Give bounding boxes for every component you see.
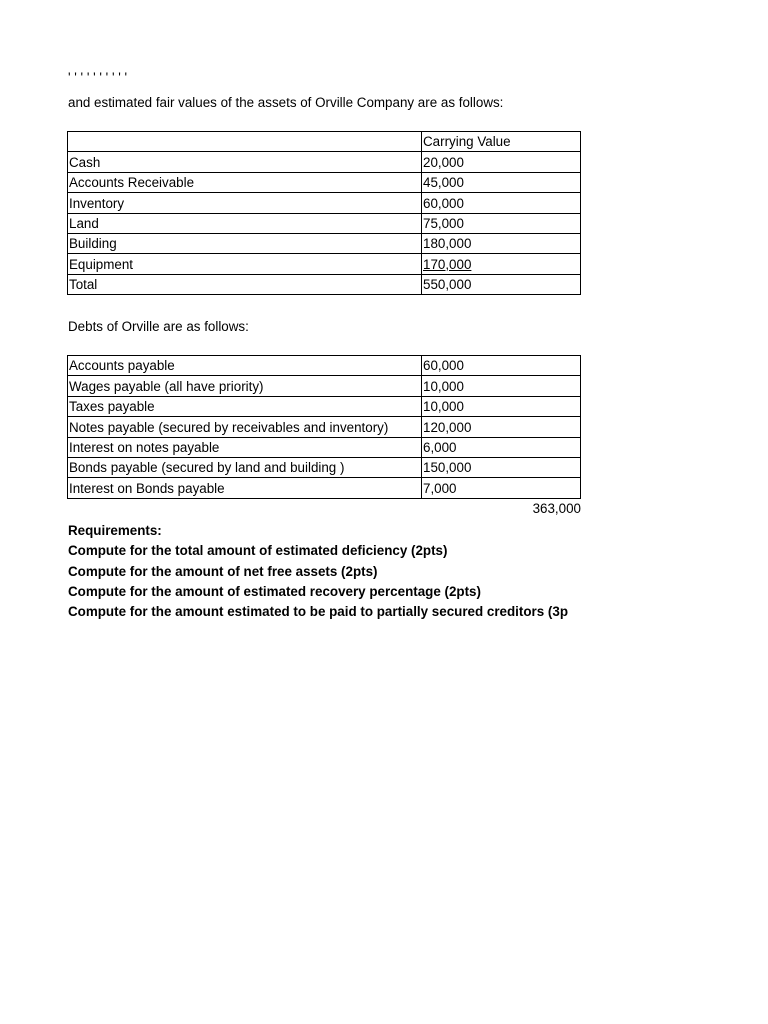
asset-label: Building [68, 233, 422, 253]
clipped-text-fragment: ' ' ' ' ' ' ' ' ' ' [68, 70, 128, 85]
asset-label: Total [68, 274, 422, 294]
table-row [68, 478, 581, 498]
debt-value: 150,000 [422, 457, 581, 477]
debt-label: Wages payable (all have priority) [68, 376, 422, 396]
table-row-total [68, 274, 581, 294]
debt-value: 120,000 [422, 417, 581, 437]
asset-label: Equipment [68, 254, 422, 274]
requirements-heading: Requirements: [68, 523, 162, 538]
debt-value: 7,000 [422, 478, 581, 498]
asset-label: Land [68, 213, 422, 233]
intro-text: and estimated fair values of the assets of Orville Company are as follows: [68, 95, 504, 110]
debt-value: 10,000 [422, 376, 581, 396]
asset-value: 180,000 [422, 233, 581, 253]
table-row [68, 356, 581, 376]
table-row [68, 457, 581, 477]
asset-value: 550,000 [422, 274, 581, 294]
debt-label: Taxes payable [68, 396, 422, 416]
table-row [68, 376, 581, 396]
table-row [68, 152, 581, 172]
debts-intro-text: Debts of Orville are as follows: [68, 319, 249, 334]
debt-label: Interest on notes payable [68, 437, 422, 457]
table-row [68, 172, 581, 192]
debts-table [67, 355, 581, 499]
assets-table [67, 131, 581, 295]
debt-value: 60,000 [422, 356, 581, 376]
assets-header-row [68, 132, 581, 152]
debts-total: 363,000 [532, 501, 581, 516]
asset-value-underlined: 170,000 [423, 256, 472, 272]
debt-label: Accounts payable [68, 356, 422, 376]
requirement-item: Compute for the total amount of estimated deficiency (2pts) [68, 543, 448, 559]
table-row [68, 254, 581, 274]
asset-value: 60,000 [422, 193, 581, 213]
debt-label: Notes payable (secured by receivables and inventory) [68, 417, 422, 437]
table-row [68, 396, 581, 416]
asset-label: Accounts Receivable [68, 172, 422, 192]
assets-header-value: Carrying Value [422, 132, 581, 152]
assets-header-label [68, 132, 422, 152]
table-row [68, 417, 581, 437]
debt-value: 6,000 [422, 437, 581, 457]
requirement-item: Compute for the amount of net free assets (2pts) [68, 563, 378, 579]
debt-label: Bonds payable (secured by land and building ) [68, 457, 422, 477]
asset-value: 75,000 [422, 213, 581, 233]
asset-label: Cash [68, 152, 422, 172]
debt-label: Interest on Bonds payable [68, 478, 422, 498]
asset-value: 20,000 [422, 152, 581, 172]
requirement-item: Compute for the amount estimated to be paid to partially secured creditors (3p [68, 604, 568, 620]
table-row [68, 437, 581, 457]
asset-label: Inventory [68, 193, 422, 213]
requirement-item: Compute for the amount of estimated recovery percentage (2pts) [68, 583, 481, 599]
table-row [68, 193, 581, 213]
asset-value [422, 254, 581, 274]
debt-value: 10,000 [422, 396, 581, 416]
asset-value: 45,000 [422, 172, 581, 192]
table-row [68, 233, 581, 253]
requirements-section [68, 521, 584, 622]
table-row [68, 213, 581, 233]
clipped-top-line [68, 70, 588, 92]
